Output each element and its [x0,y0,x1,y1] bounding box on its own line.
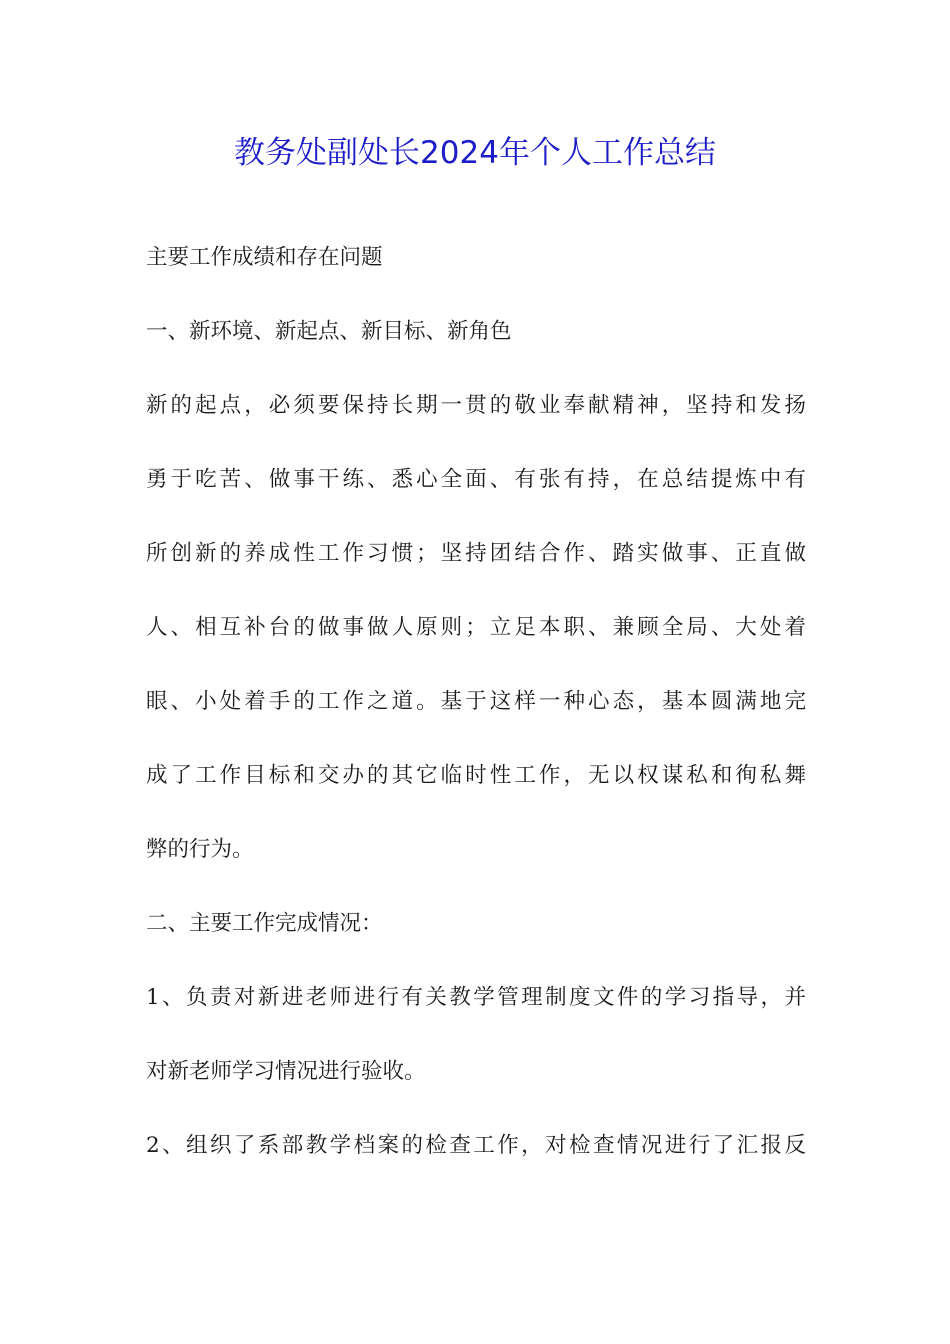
paragraph-line: 人、相互补台的做事做人原则；立足本职、兼顾全局、大处着 [146,615,806,640]
document-body [146,236,806,1198]
section-heading: 主要工作成绩和存在问题 [146,245,383,270]
paragraph-line: 新的起点，必须要保持长期一贯的敬业奉献精神，坚持和发扬 [146,393,806,418]
paragraph-line: 对新老师学习情况进行验收。 [146,1059,426,1084]
section-heading: 一、新环境、新起点、新目标、新角色 [146,319,512,344]
paragraph-line: 成了工作目标和交办的其它临时性工作，无以权谋私和徇私舞 [146,763,806,788]
paragraph-line: 弊的行为。 [146,837,254,862]
document-title: 教务处副处长2024年个人工作总结 [234,135,716,171]
paragraph-line: 1、负责对新进老师进行有关教学管理制度文件的学习指导，并 [146,985,806,1010]
paragraph-line: 眼、小处着手的工作之道。基于这样一种心态，基本圆满地完 [146,689,806,714]
paragraph-line: 所创新的养成性工作习惯；坚持团结合作、踏实做事、正直做 [146,541,806,566]
paragraph-line: 2、组织了系部教学档案的检查工作，对检查情况进行了汇报反 [146,1133,806,1158]
paragraph-line: 勇于吃苦、做事干练、悉心全面、有张有持，在总结提炼中有 [146,467,806,492]
section-heading: 二、主要工作完成情况： [146,911,383,936]
